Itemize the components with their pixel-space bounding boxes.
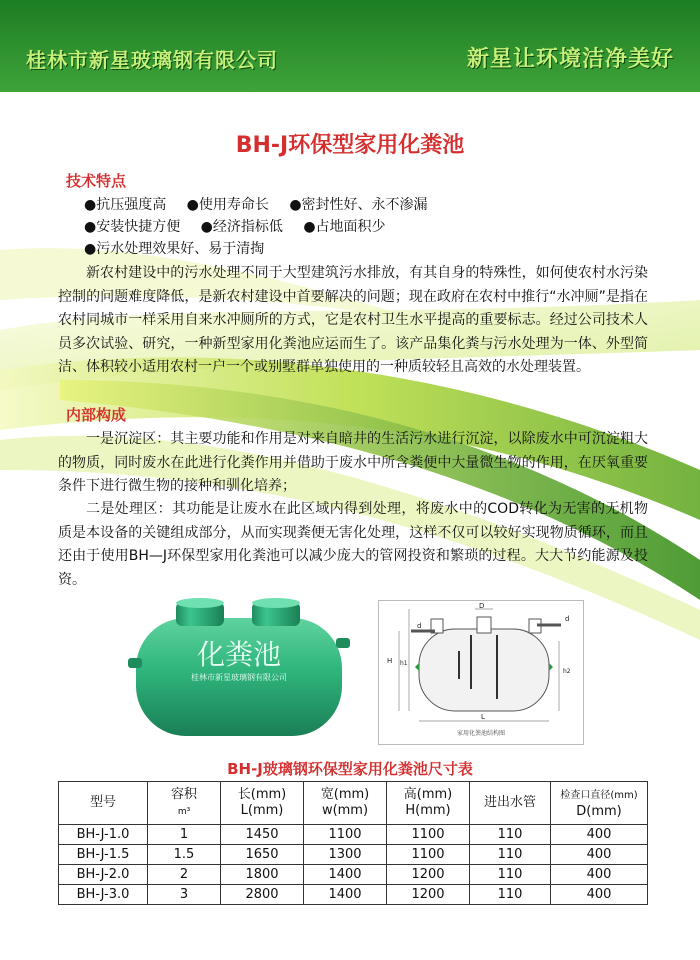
structure-paragraph-2: 二是处理区：其功能是让废水在此区域内得到处理，将废水中的COD转化为无害的无机物质是本设备的关键组成部分，从而实现粪便无害化处理，这样不仅可以较好实现物质循环，而且还由于使用BH—J环保型家用化粪池可以减少庞大的管网投资和繁琐的过程。大大节约能源及投资。 bbox=[58, 501, 648, 588]
feature-item: ●抗压强度高 bbox=[84, 197, 167, 213]
cell-height: 1200 bbox=[387, 865, 470, 885]
page-title: BH-J环保型家用化粪池 bbox=[235, 133, 465, 158]
cell-pipe: 110 bbox=[470, 865, 551, 885]
table-row bbox=[59, 865, 648, 885]
table-row bbox=[59, 825, 648, 845]
diagram-label-h1: h1 bbox=[400, 660, 408, 667]
cell-model: BH-J-1.5 bbox=[59, 845, 148, 865]
cell-pipe: 110 bbox=[470, 825, 551, 845]
feature-item: ●密封性好、永不渗漏 bbox=[289, 197, 428, 213]
tank-sublabel: 桂林市新星玻璃钢有限公司 bbox=[191, 673, 287, 682]
cell-width: 1300 bbox=[304, 845, 387, 865]
table-row bbox=[59, 885, 648, 905]
cell-width: 1400 bbox=[304, 865, 387, 885]
feature-row bbox=[84, 194, 644, 216]
cell-length: 2800 bbox=[221, 885, 304, 905]
diagram-caption: 家用化粪池结构图 bbox=[456, 730, 506, 737]
cell-volume: 3 bbox=[148, 885, 221, 905]
cell-height: 1200 bbox=[387, 885, 470, 905]
feature-item: ●经济指标低 bbox=[200, 219, 283, 235]
table-title: BH-J玻璃钢环保型家用化粪池尺寸表 bbox=[227, 760, 473, 778]
spec-table bbox=[58, 781, 648, 905]
cell-model: BH-J-3.0 bbox=[59, 885, 148, 905]
cell-width: 1100 bbox=[304, 825, 387, 845]
cell-length: 1800 bbox=[221, 865, 304, 885]
structure-paragraph-1: 一是沉淀区：其主要功能和作用是对来自暗井的生活污水进行沉淀，以除废水中可沉淀粗大的物质，同时废水在此进行化粪作用并借助于废水中所含粪便中大量微生物的作用，在厌氧重要条件下进行微生物的接种和驯化培养； bbox=[58, 431, 648, 494]
slogan: 新星让环境洁净美好 bbox=[466, 47, 674, 72]
cell-diameter: 400 bbox=[551, 825, 648, 845]
diagram-label-d-left: d bbox=[417, 622, 422, 630]
cell-pipe: 110 bbox=[470, 845, 551, 865]
feature-item: ●污水处理效果好、易于清掏 bbox=[84, 241, 265, 257]
cell-diameter: 400 bbox=[551, 845, 648, 865]
cell-diameter: 400 bbox=[551, 865, 648, 885]
header-width: 宽(mm) w(mm) bbox=[304, 782, 387, 825]
feature-row bbox=[84, 216, 644, 238]
cell-volume: 1.5 bbox=[148, 845, 221, 865]
feature-bullets bbox=[84, 194, 644, 260]
cell-model: BH-J-1.0 bbox=[59, 825, 148, 845]
diagram-label-L: L bbox=[481, 713, 485, 721]
intro-paragraph: 新农村建设中的污水处理不同于大型建筑污水排放，有其自身的特殊性，如何使农村水污染控制的问题难度降低，是新农村建设中首要解决的问题；现在政府在农村中推行“水冲厕”是指在农村同城市一样采用自来水冲厕所的方式，它是农村卫生水平提高的重要标志。经过公司技术人员多次试验、研究，一种新型家用化粪池应运而生了。该产品集化粪与污水处理为一体、外型简洁、体积较小适用农村一户一个或别墅群单独使用的一种质较轻且高效的水处理装置。 bbox=[58, 265, 648, 375]
header-banner bbox=[0, 0, 700, 92]
cell-width: 1400 bbox=[304, 885, 387, 905]
diagram-label-D: D bbox=[479, 602, 485, 610]
diagram-label-h2: h2 bbox=[563, 668, 571, 675]
header-inspection-diameter: 检查口直径(mm) D(mm) bbox=[551, 782, 648, 825]
cell-volume: 2 bbox=[148, 865, 221, 885]
header-length: 长(mm) L(mm) bbox=[221, 782, 304, 825]
cell-volume: 1 bbox=[148, 825, 221, 845]
structure-diagram-drawing bbox=[379, 601, 583, 744]
septic-tank-image bbox=[128, 596, 350, 744]
cell-height: 1100 bbox=[387, 845, 470, 865]
tank-label: 化粪池 bbox=[196, 638, 282, 671]
cell-diameter: 400 bbox=[551, 885, 648, 905]
header-pipe: 进出水管 bbox=[470, 782, 551, 825]
structure-diagram bbox=[378, 600, 584, 745]
diagram-label-H: H bbox=[387, 657, 393, 665]
structure-heading: 内部构成 bbox=[66, 406, 127, 424]
feature-item: ●安装快捷方便 bbox=[84, 219, 181, 235]
cell-length: 1650 bbox=[221, 845, 304, 865]
cell-length: 1450 bbox=[221, 825, 304, 845]
cell-model: BH-J-2.0 bbox=[59, 865, 148, 885]
feature-item: ●占地面积少 bbox=[303, 219, 386, 235]
table-header-row bbox=[59, 782, 648, 825]
cell-pipe: 110 bbox=[470, 885, 551, 905]
feature-row bbox=[84, 238, 644, 260]
table-row bbox=[59, 845, 648, 865]
company-name: 桂林市新星玻璃钢有限公司 bbox=[26, 48, 278, 72]
feature-item: ●使用寿命长 bbox=[186, 197, 269, 213]
header-volume: 容积 m³ bbox=[148, 782, 221, 825]
cell-height: 1100 bbox=[387, 825, 470, 845]
header-height: 高(mm) H(mm) bbox=[387, 782, 470, 825]
features-heading: 技术特点 bbox=[66, 172, 127, 190]
header-model: 型号 bbox=[59, 782, 148, 825]
diagram-label-d-right: d bbox=[565, 615, 570, 623]
